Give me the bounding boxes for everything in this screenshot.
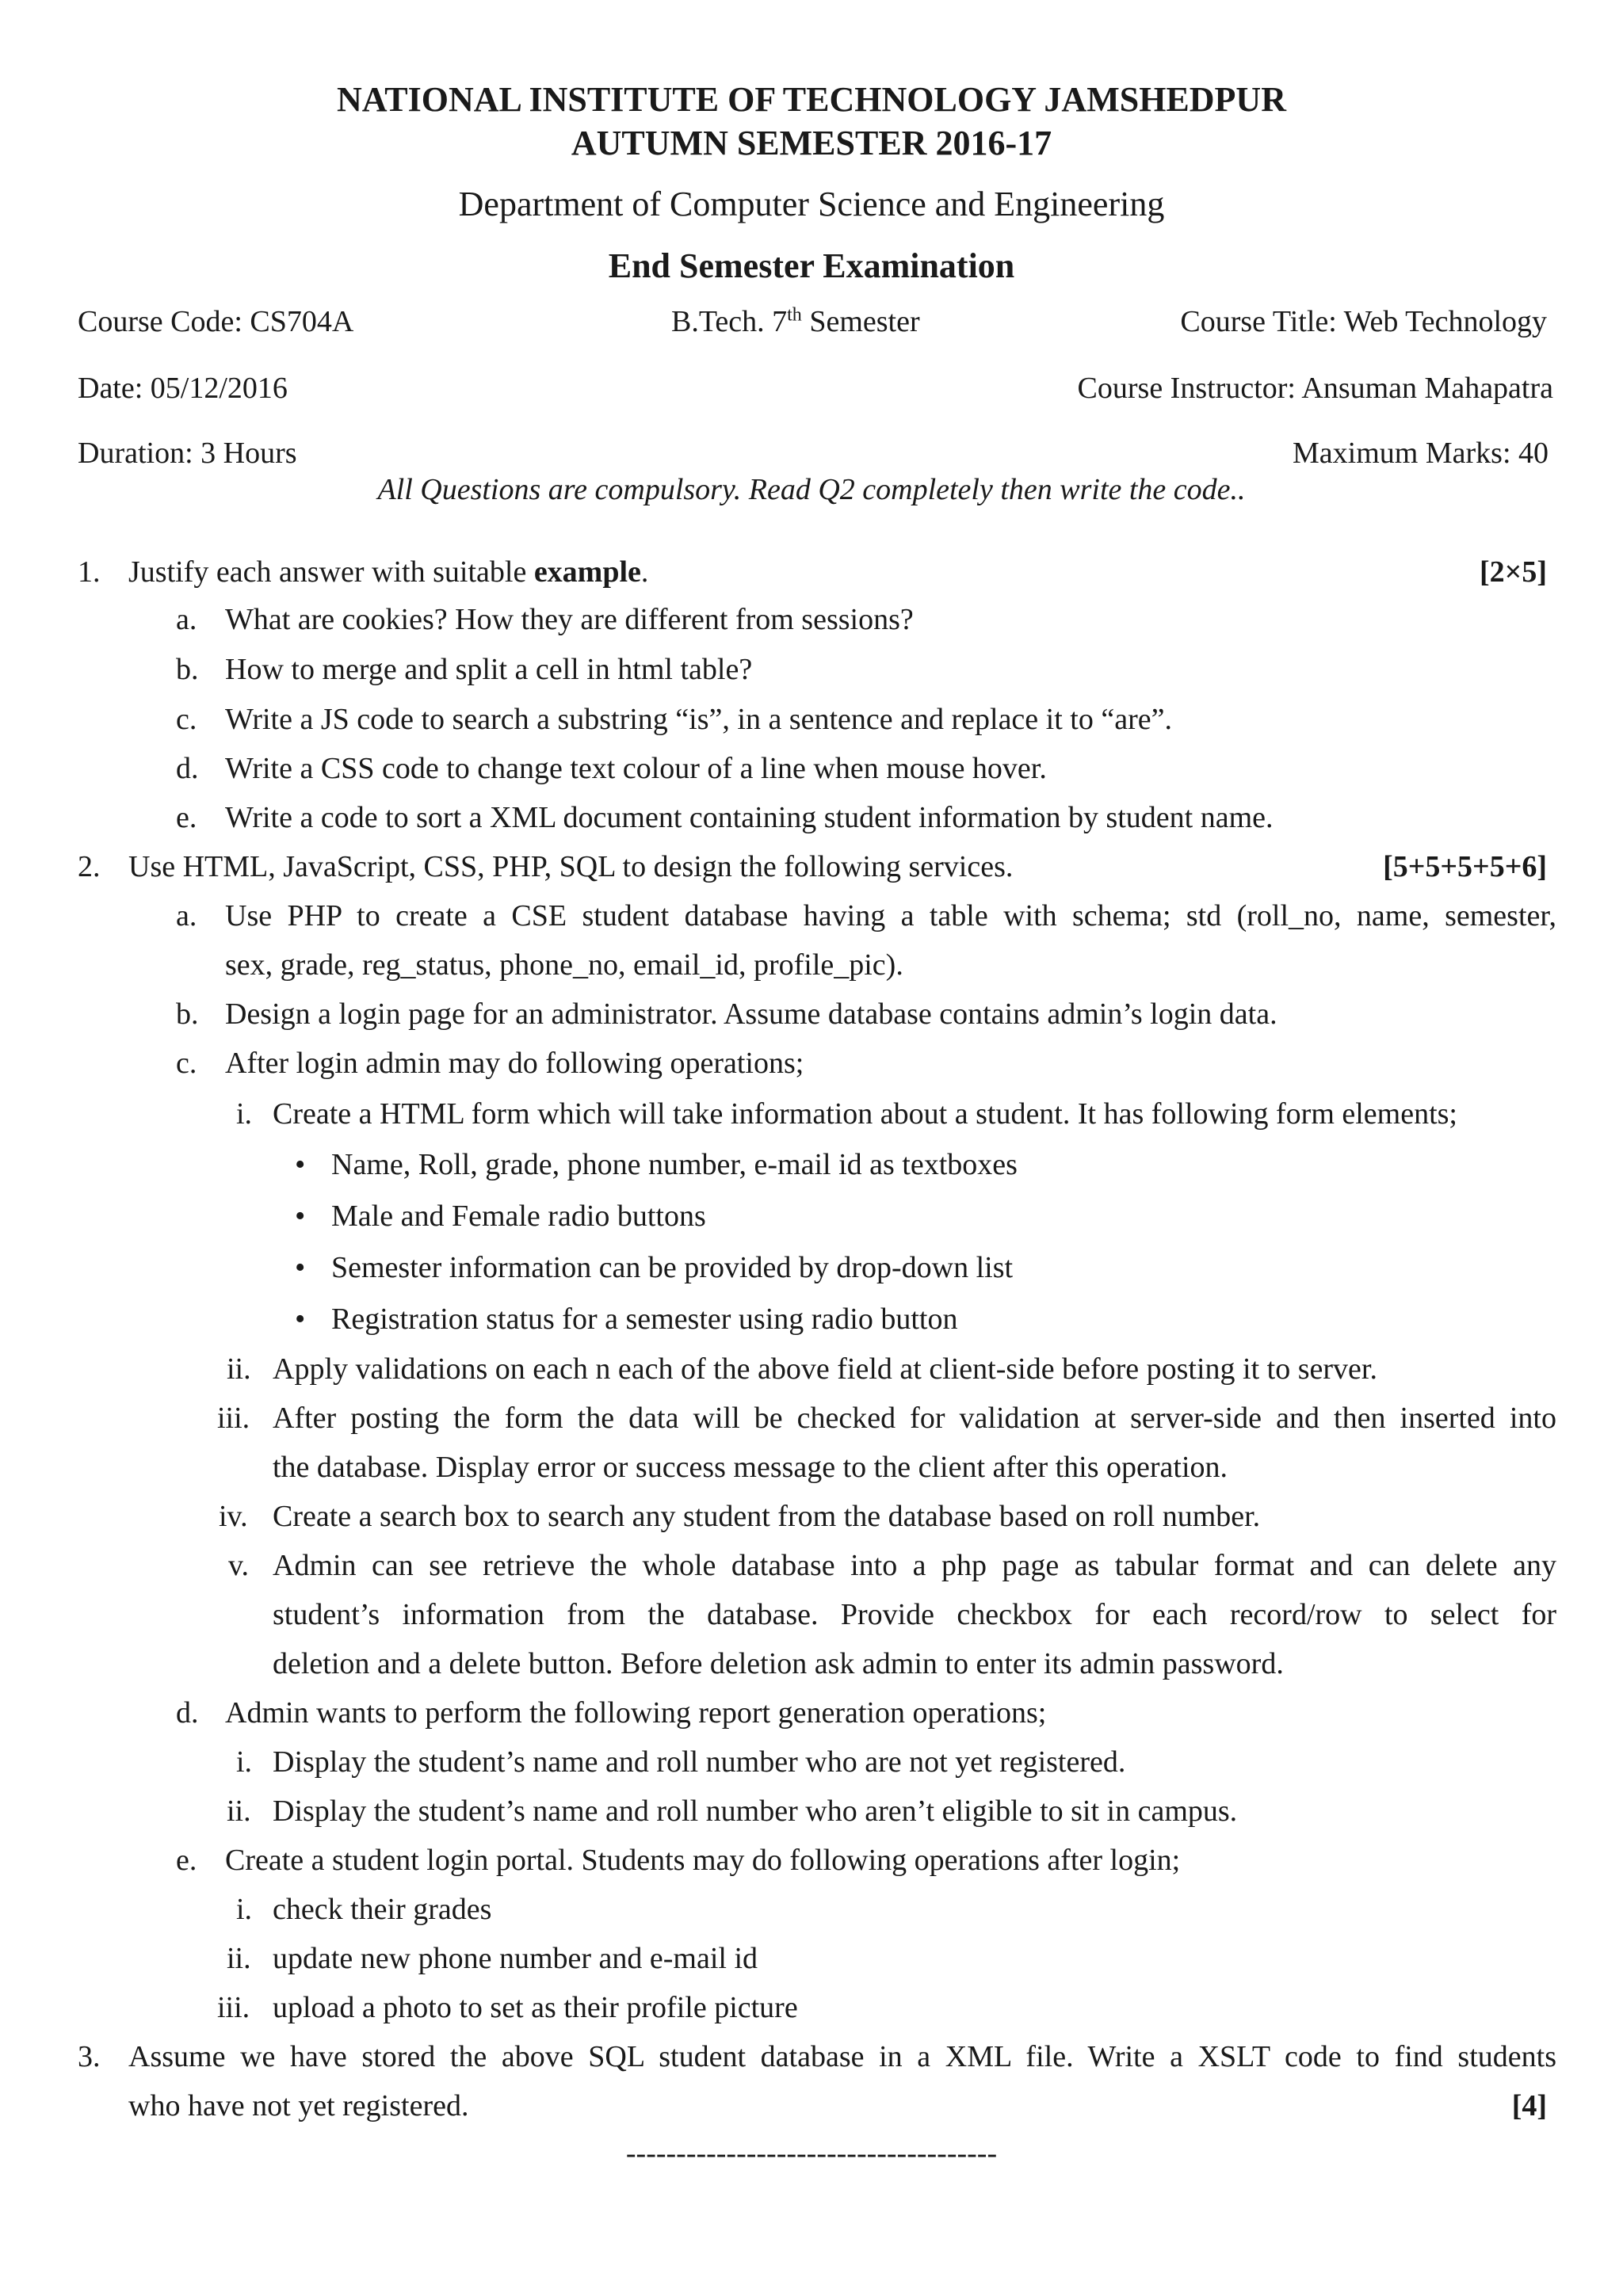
bullet-symbol: • bbox=[295, 1148, 306, 1181]
course-instructor: Course Instructor: Ansuman Mahapatra bbox=[1077, 372, 1553, 405]
exam-title: End Semester Examination bbox=[608, 246, 1015, 285]
q2-c-v-line2: student’s information from the database. Provide checkbox for each record/row to select for bbox=[273, 1598, 1556, 1631]
q2-c-v-label: v. bbox=[228, 1549, 250, 1582]
q1-text: Justify each answer with suitable example. bbox=[128, 555, 649, 589]
q2-e-ii-text: update new phone number and e-mail id bbox=[273, 1942, 758, 1975]
end-rule: ------------------------------------- bbox=[625, 2137, 998, 2170]
bullet-symbol: • bbox=[295, 1199, 306, 1233]
institute-name: NATIONAL INSTITUTE OF TECHNOLOGY JAMSHEDPUR bbox=[337, 80, 1286, 119]
q3-marks: [4] bbox=[1511, 2089, 1547, 2122]
q2-d-ii-text: Display the student’s name and roll number who aren’t eligible to sit in campus. bbox=[273, 1794, 1238, 1828]
semester-title: AUTUMN SEMESTER 2016-17 bbox=[571, 124, 1052, 162]
q2-b-label: b. bbox=[176, 997, 199, 1031]
q2-a-label: a. bbox=[176, 899, 197, 933]
department-name: Department of Computer Science and Engineering bbox=[458, 185, 1165, 223]
course-title: Course Title: Web Technology bbox=[1180, 305, 1547, 338]
q2-c-v-line1: Admin can see retrieve the whole database into a php page as tabular format and can delete any bbox=[273, 1549, 1556, 1582]
q2-c-v-line3: deletion and a delete button. Before deletion ask admin to enter its admin password. bbox=[273, 1647, 1284, 1680]
q1-item-label: d. bbox=[176, 752, 199, 785]
q2-a-line1: Use PHP to create a CSE student database having a table with schema; std (roll_no, name, semester, bbox=[225, 899, 1556, 933]
q2-e-iii-label: iii. bbox=[217, 1991, 250, 2024]
maximum-marks: Maximum Marks: 40 bbox=[1293, 437, 1549, 470]
q2-number: 2. bbox=[78, 850, 101, 883]
bullet-symbol: • bbox=[295, 1251, 306, 1284]
program: B.Tech. 7th Semester bbox=[671, 304, 920, 338]
q2-c-i-label: i. bbox=[236, 1097, 253, 1131]
q1-number: 1. bbox=[78, 555, 101, 589]
q2-c-iv-text: Create a search box to search any student from the database based on roll number. bbox=[273, 1500, 1261, 1533]
q2-text: Use HTML, JavaScript, CSS, PHP, SQL to design the following services. bbox=[128, 850, 1014, 883]
q2-c-text: After login admin may do following operations; bbox=[225, 1047, 804, 1080]
q2-b-text: Design a login page for an administrator. Assume database contains admin’s login data. bbox=[225, 997, 1277, 1031]
bullet-item: Name, Roll, grade, phone number, e-mail id as textboxes bbox=[331, 1148, 1018, 1181]
duration: Duration: 3 Hours bbox=[78, 437, 297, 470]
q2-d-label: d. bbox=[176, 1696, 199, 1730]
q2-e-ii-label: ii. bbox=[227, 1942, 251, 1975]
q2-e-iii-text: upload a photo to set as their profile picture bbox=[273, 1991, 798, 2024]
bullet-item: Male and Female radio buttons bbox=[331, 1199, 706, 1233]
q2-e-i-text: check their grades bbox=[273, 1893, 492, 1926]
instructions: All Questions are compulsory. Read Q2 completely then write the code.. bbox=[377, 473, 1246, 506]
q1-item-text: Write a JS code to search a substring “is”, in a sentence and replace it to “are”. bbox=[225, 703, 1172, 736]
q1-item-label: e. bbox=[176, 801, 197, 834]
q3-number: 3. bbox=[78, 2040, 101, 2073]
q2-c-ii-text: Apply validations on each n each of the above field at client-side before posting it to server. bbox=[273, 1352, 1377, 1386]
bullet-symbol: • bbox=[295, 1302, 306, 1336]
exam-date: Date: 05/12/2016 bbox=[78, 372, 288, 405]
bullet-item: Registration status for a semester using radio button bbox=[331, 1302, 958, 1336]
q2-e-text: Create a student login portal. Students may do following operations after login; bbox=[225, 1844, 1181, 1877]
q1-item-text: Write a code to sort a XML document containing student information by student name. bbox=[225, 801, 1274, 834]
q1-item-text: How to merge and split a cell in html table? bbox=[225, 653, 753, 686]
q2-c-label: c. bbox=[176, 1047, 197, 1080]
course-code: Course Code: CS704A bbox=[78, 305, 354, 338]
q2-c-ii-label: ii. bbox=[227, 1352, 251, 1386]
q2-c-i-text: Create a HTML form which will take information about a student. It has following form elements; bbox=[273, 1097, 1457, 1131]
q1-item-text: What are cookies? How they are different from sessions? bbox=[225, 603, 914, 636]
q2-d-i-text: Display the student’s name and roll number who are not yet registered. bbox=[273, 1745, 1126, 1779]
q2-marks: [5+5+5+5+6] bbox=[1383, 850, 1547, 883]
q1-item-label: a. bbox=[176, 603, 197, 636]
q2-d-text: Admin wants to perform the following report generation operations; bbox=[225, 1696, 1047, 1730]
q2-c-iv-label: iv. bbox=[219, 1500, 248, 1533]
q3-line1: Assume we have stored the above SQL student database in a XML file. Write a XSLT code to find students bbox=[128, 2040, 1556, 2073]
q1-item-label: b. bbox=[176, 653, 199, 686]
q3-line2: who have not yet registered. bbox=[128, 2089, 469, 2122]
q2-d-ii-label: ii. bbox=[227, 1794, 251, 1828]
q2-e-i-label: i. bbox=[236, 1893, 253, 1926]
q2-a-line2: sex, grade, reg_status, phone_no, email_id, profile_pic). bbox=[225, 948, 903, 982]
q2-c-iii-line1: After posting the form the data will be checked for validation at server-side and then inserted into bbox=[273, 1402, 1556, 1435]
bullet-item: Semester information can be provided by drop-down list bbox=[331, 1251, 1014, 1284]
q1-item-label: c. bbox=[176, 703, 197, 736]
q2-c-iii-line2: the database. Display error or success message to the client after this operation. bbox=[273, 1451, 1228, 1484]
q2-c-iii-label: iii. bbox=[217, 1402, 250, 1435]
q1-marks: [2×5] bbox=[1480, 555, 1547, 589]
q2-d-i-label: i. bbox=[236, 1745, 253, 1779]
q2-e-label: e. bbox=[176, 1844, 197, 1877]
q1-item-text: Write a CSS code to change text colour of a line when mouse hover. bbox=[225, 752, 1047, 785]
